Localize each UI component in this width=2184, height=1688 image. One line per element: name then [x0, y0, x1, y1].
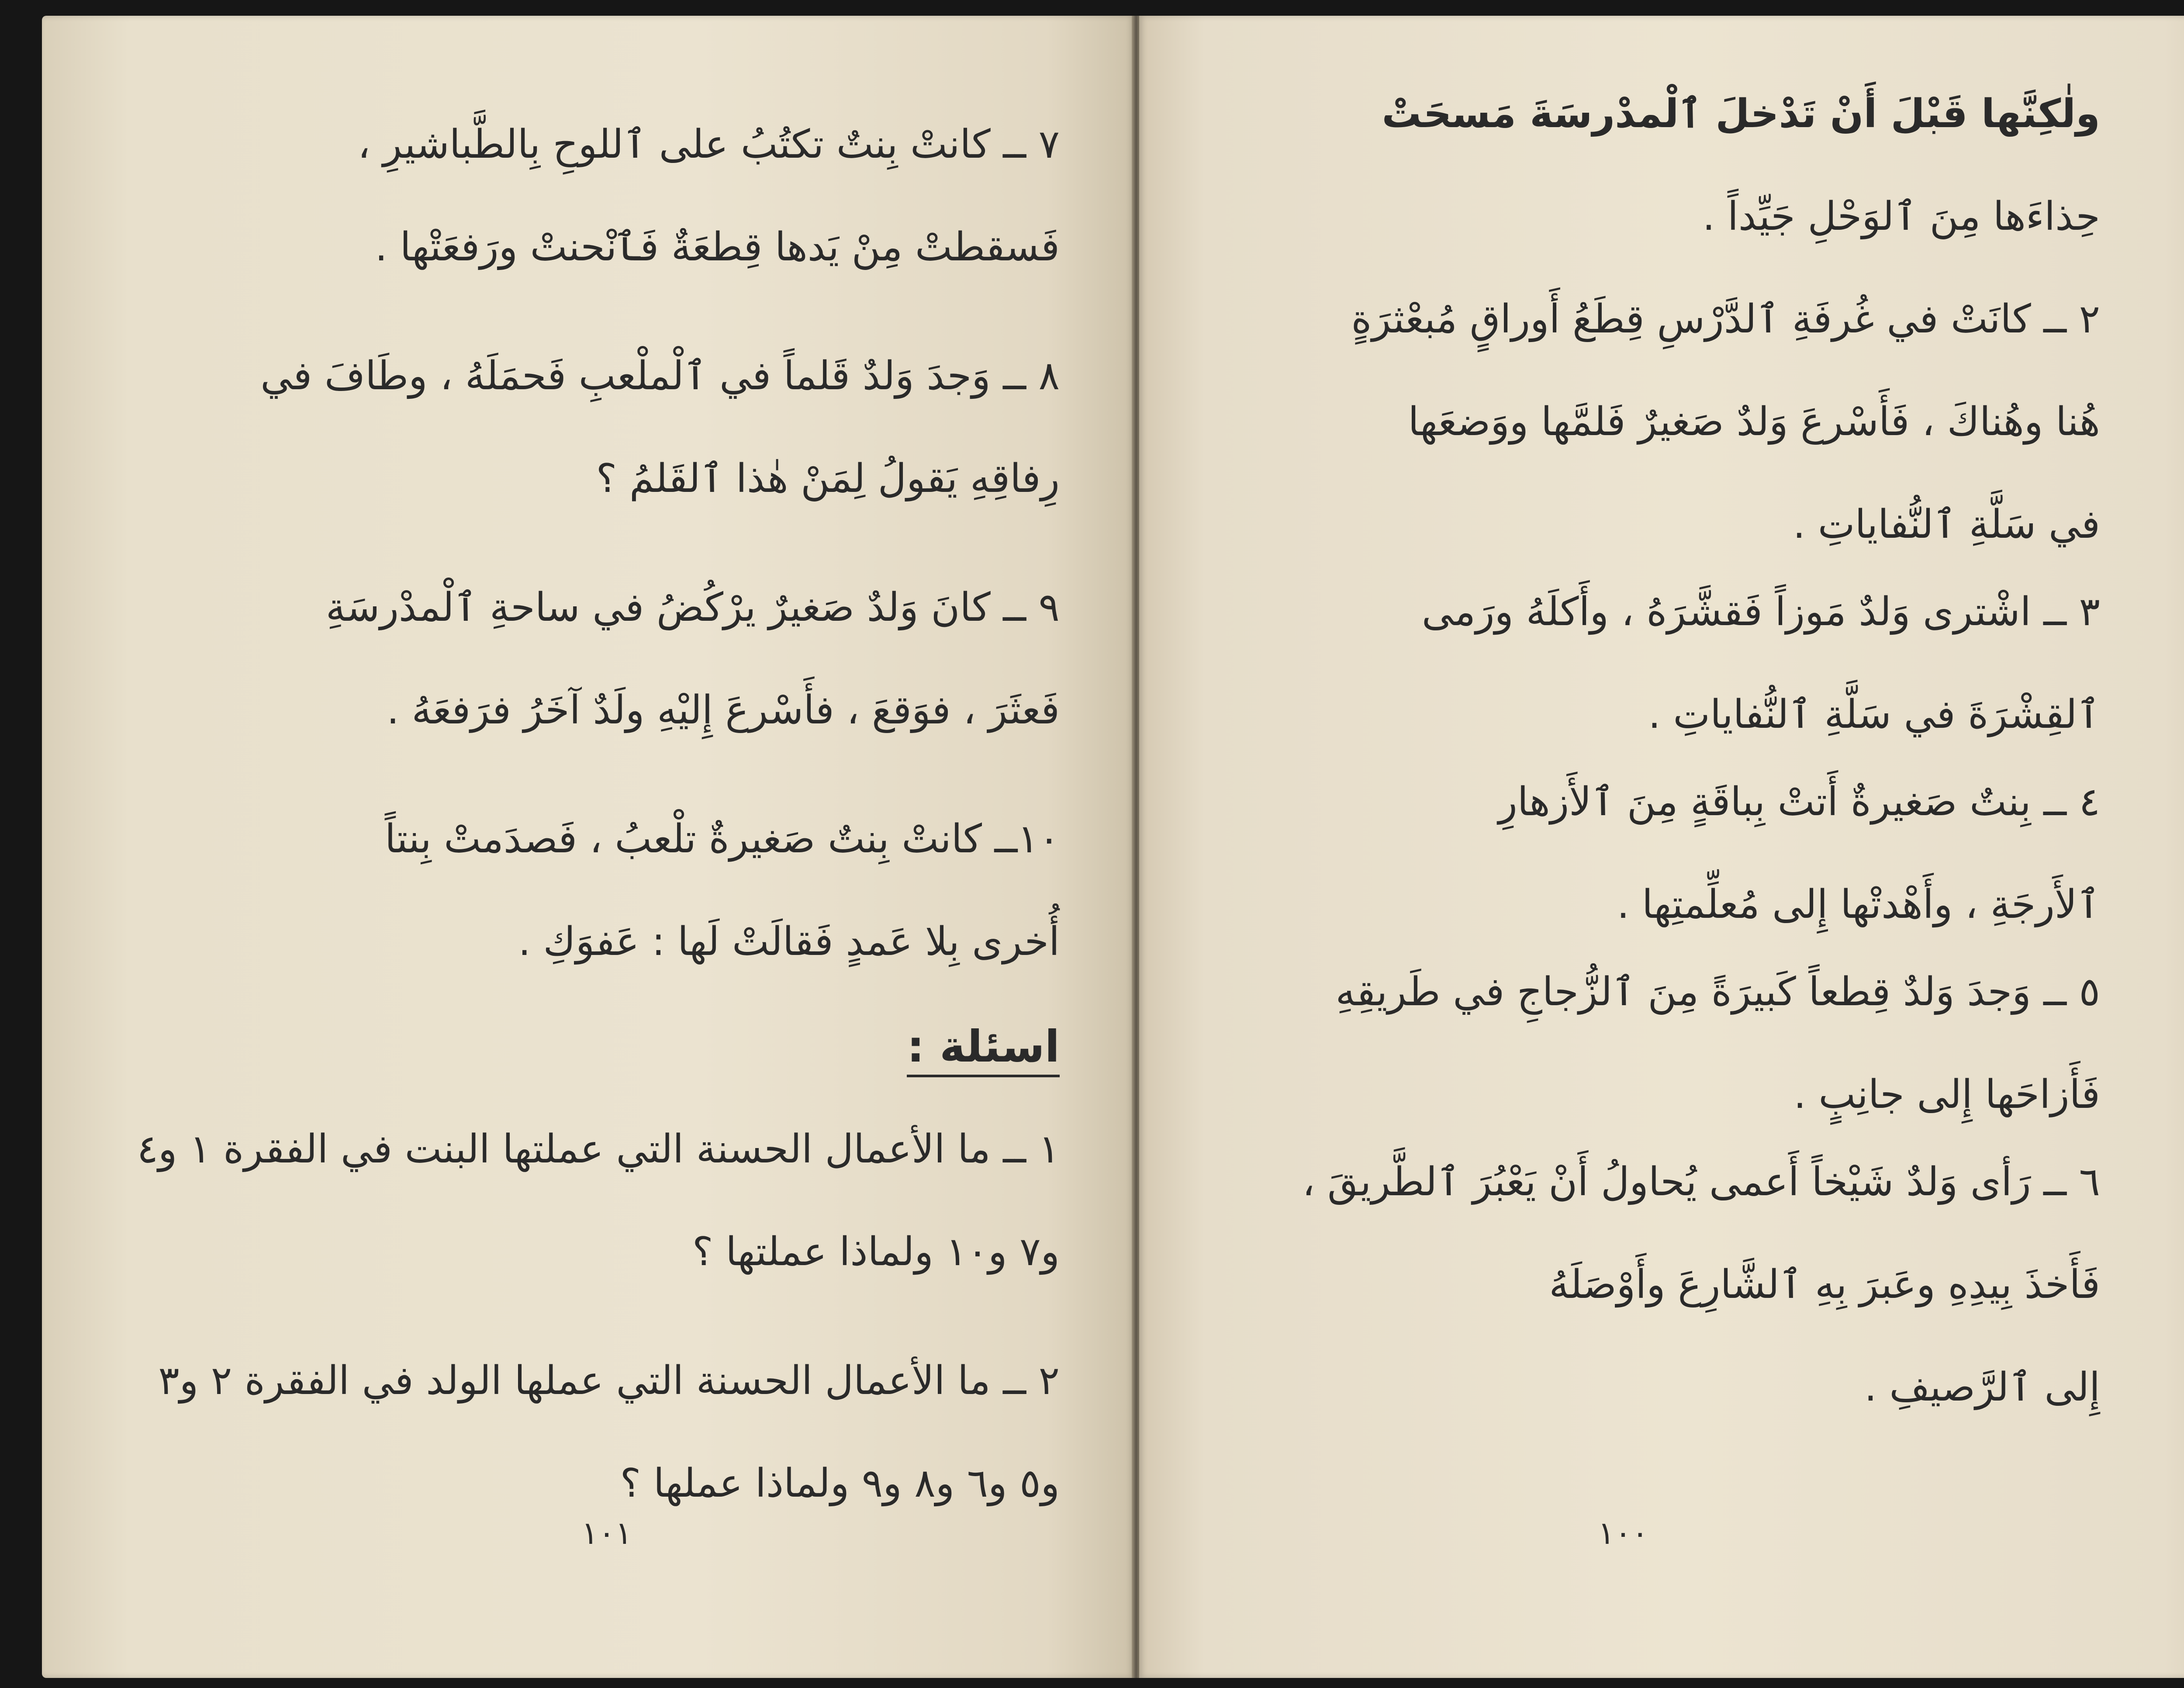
- text-line: ٨ ــ وَجدَ وَلدٌ قَلماً في ٱلْملْعبِ فَحمَلَهُ ، وطَافَ في: [260, 353, 1060, 399]
- text-line: ٩ ــ كانَ وَلدٌ صَغيرٌ يرْكُضُ في ساحةِ ٱلْمدْرسَةِ: [325, 585, 1060, 630]
- text-line: فَسقطتْ مِنْ يَدها قِطعَةٌ فَٱنْحنتْ ورَفعَتْها .: [375, 224, 1060, 270]
- text-line: في سَلَّةِ ٱلنُّفاياتِ .: [1793, 502, 2100, 547]
- text-line: ٣ ــ اشْترى وَلدٌ مَوزاً فَقشَّرَهُ ، وأَكلَهُ ورَمى: [1421, 589, 2100, 635]
- text-line: فَأَخذَ بِيدِهِ وعَبرَ بِهِ ٱلشَّارِعَ وأَوْصَلَهُ: [1549, 1262, 2100, 1308]
- text-line: ٱلقِشْرَةَ في سَلَّةِ ٱلنُّفاياتِ .: [1648, 692, 2100, 737]
- text-line: ٤ ــ بِنتٌ صَغيرةٌ أَتتْ بِباقَةٍ مِنَ ٱلأَزهارِ: [1498, 779, 2100, 825]
- question-line: ٢ ــ ما الأعمال الحسنة التي عملها الولد في الفقرة ٢ و٣: [158, 1358, 1060, 1404]
- text-line: ٢ ــ كانَتْ في غُرفَةِ ٱلدَّرْسِ قِطَعُ أَوراقٍ مُبعْثرَةٍ: [1351, 296, 2100, 342]
- text-line: فَعثَرَ ، فوَقعَ ، فأَسْرعَ إِليْهِ ولَدٌ آخَرُ فرَفعَهُ .: [387, 687, 1060, 733]
- questions-heading: اسئلة :: [907, 1025, 1060, 1077]
- text-line: ٱلأَرجَةِ ، وأَهْدتْها إِلى مُعلِّمتِها .: [1617, 882, 2100, 927]
- text-line: ٥ ــ وَجدَ وَلدٌ قِطعاً كَبيرَةً مِنَ ٱلزُّجاجِ في طَريقِهِ: [1335, 969, 2100, 1015]
- questions-section: [243, 1021, 1060, 1130]
- book-spread: [42, 16, 2184, 1678]
- question-line: ١ ــ ما الأعمال الحسنة التي عملتها البنت في الفقرة ١ و٤: [137, 1126, 1060, 1172]
- question-line: و٥ و٦ و٨ و٩ ولماذا عملها ؟: [620, 1460, 1060, 1506]
- text-line: فَأَزاحَها إِلى جانِبٍ .: [1794, 1072, 2100, 1117]
- left-page: [42, 16, 1134, 1678]
- text-line: رِفاقِهِ يَقولُ لِمَنْ هٰذا ٱلقَلمُ ؟: [596, 456, 1060, 502]
- right-page-text: [1270, 91, 2100, 1470]
- text-line: ٧ ــ كانتْ بِنتٌ تكتُبُ على ٱللوحِ بِالطَّباشيرِ ،: [357, 121, 1060, 167]
- text-line: ٦ ــ رَأى وَلدٌ شَيْخاً أَعمى يُحاولُ أَنْ يَعْبُرَ ٱلطَّريقَ ،: [1302, 1159, 2100, 1205]
- text-line: حِذاءَها مِنَ ٱلوَحْلِ جَيِّداً .: [1702, 194, 2100, 239]
- question-line: و٧ و١٠ ولماذا عملتها ؟: [692, 1229, 1060, 1275]
- text-line: إِلى ٱلرَّصيفِ .: [1864, 1364, 2100, 1410]
- text-line: ولٰكِنَّها قَبْلَ أَنْ تَدْخلَ ٱلْمدْرسَةَ مَسحَتْ: [1382, 91, 2100, 137]
- left-page-text: [137, 121, 1060, 1567]
- page-number: ١٠١: [581, 1515, 632, 1551]
- text-line: أُخرى بِلا عَمدٍ فَقالَتْ لَها : عَفوَكِ .: [518, 919, 1060, 965]
- right-page: [1139, 16, 2184, 1678]
- text-line: ١٠ــ كانتْ بِنتٌ صَغيرةٌ تلْعبُ ، فَصدَمتْ بِنتاً: [384, 816, 1060, 862]
- page-number: ١٠٠: [1598, 1515, 1649, 1551]
- text-line: هُنا وهُناكَ ، فَأَسْرعَ وَلدٌ صَغيرٌ فَلمَّها ووَضعَها: [1408, 399, 2100, 445]
